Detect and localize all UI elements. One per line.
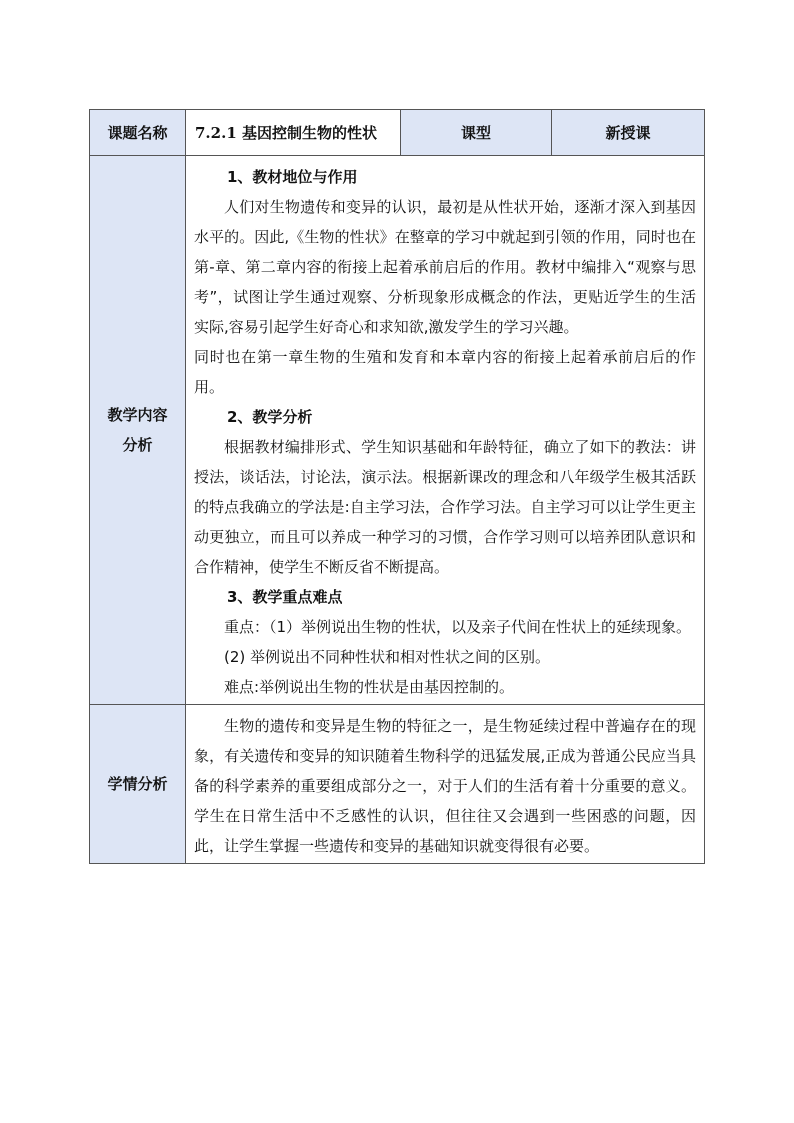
section-3-heading: 3、教学重点难点: [227, 588, 343, 606]
section-1-heading: 1、教材地位与作用: [227, 168, 358, 186]
section-2-heading: 2、教学分析: [227, 408, 313, 426]
header-row: [90, 110, 705, 156]
lesson-plan-table: [89, 109, 705, 864]
content-analysis-label-line1: 教学内容: [107, 406, 168, 424]
key-points-paragraph: 重点：（1）举例说出生物的性状，以及亲子代间在性状上的延续现象。: [224, 618, 692, 636]
difficulty-paragraph: 难点:举例说出生物的性状是由基因控制的。: [224, 678, 515, 696]
topic-value: 7.2.1 基因控制生物的性状: [186, 110, 401, 156]
student-analysis-body: [186, 705, 705, 864]
key-points-item-2: (2) 举例说出不同种性状和相对性状之间的区别。: [224, 648, 551, 666]
section-1-paragraph-1: 人们对生物遗传和变异的认识，最初是从性状开始，逐渐才深入到基因水平的。因此,《生物的性状》在整章的学习中就起到引领的作用，同时也在第-章、第二章内容的衔接上起着承前启后的作用。教材中编排入“观察与思考”，试图让学生通过观察、分析现象形成概念的作法，更贴近学生的生活实际,容易引起学生好奇心和求知欲,激发学生的学习兴趣。: [194, 198, 696, 336]
content-analysis-row: [90, 156, 705, 705]
topic-label: 课题名称: [90, 110, 186, 156]
section-1-paragraph-2: 同时也在第一章生物的生殖和发育和本章内容的衔接上起着承前启后的作用。: [194, 348, 696, 396]
type-label: 课型: [401, 110, 552, 156]
section-2-paragraph: 根据教材编排形式、学生知识基础和年龄特征，确立了如下的教法：讲授法，谈话法，讨论法，演示法。根据新课改的理念和八年级学生极其活跃的特点我确立的学法是:自主学习法，合作学习法。自主学习可以让学生更主动更独立，而且可以养成一种学习的习惯，合作学习则可以培养团队意识和合作精神，使学生不断反省不断提高。: [194, 438, 696, 576]
student-analysis-label: 学情分析: [90, 705, 186, 864]
type-value: 新授课: [552, 110, 705, 156]
student-analysis-paragraph: 生物的遗传和变异是生物的特征之一，是生物延续过程中普遍存在的现象，有关遗传和变异的知识随着生物科学的迅猛发展,正成为普通公民应当具备的科学素养的重要组成部分之一，对于人们的生活有着十分重要的意义。学生在日常生活中不乏感性的认识，但往往又会遇到一些困惑的问题，因此，让学生掌握一些遗传和变异的基础知识就变得很有必要。: [194, 717, 696, 855]
content-analysis-label-line2: 分析: [122, 436, 153, 454]
content-analysis-label: [90, 156, 186, 705]
content-analysis-body: [186, 156, 705, 705]
student-analysis-row: [90, 705, 705, 864]
